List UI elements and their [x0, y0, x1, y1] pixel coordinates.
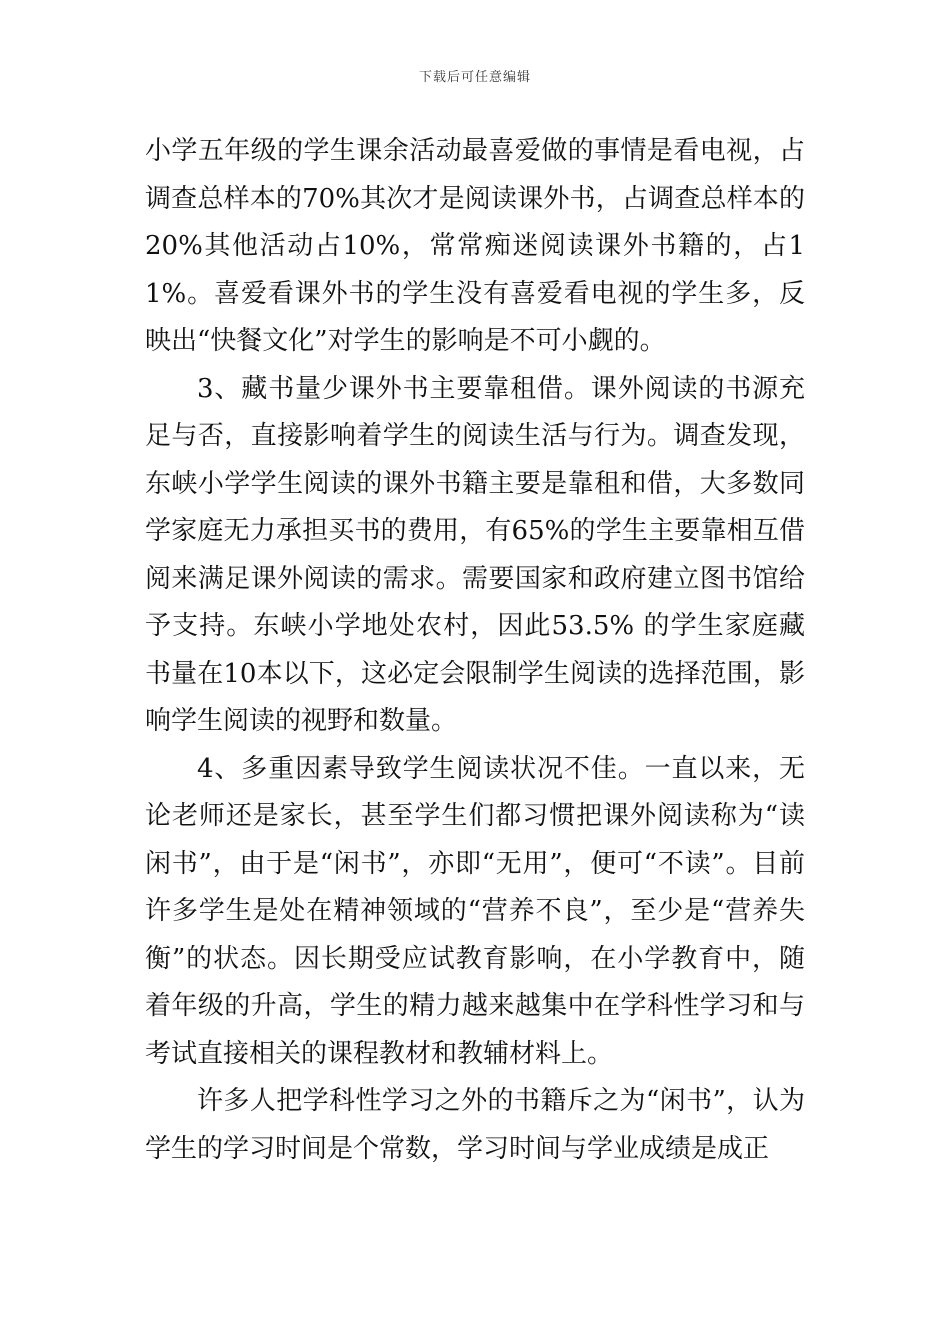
paragraph-4: 许多人把学科性学习之外的书籍斥之为“闲书”，认为学生的学习时间是个常数，学习时间与学业成绩是成正: [145, 1086, 805, 1164]
header-note: 下载后可任意编辑: [418, 70, 531, 85]
paragraph-3: 4、多重因素导致学生阅读状况不佳。一直以来，无论老师还是家长，甚至学生们都习惯把课外阅读称为“读闲书”，由于是“闲书”，亦即“无用”，便可“不读”。目前许多学生是处在精神领域的“营养不良”，至少是“营养失衡”的状态。因长期受应试教育影响，在小学教育中，随着年级的升高，学生的精力越来越集中在学科性学习和与考试直接相关的课程教材和教辅材料上。: [145, 753, 805, 1069]
body-text: [145, 128, 805, 1173]
paragraph-1: 小学五年级的学生课余活动最喜爱做的事情是看电视，占调查总样本的70%其次才是阅读课外书，占调查总样本的20%其他活动占10%，常常痴迷阅读课外书籍的，占11%。喜爱看课外书的学生没有喜爱看电视的学生多，反映出“快餐文化”对学生的影响是不可小觑的。: [145, 136, 805, 356]
paragraph-2: 3、藏书量少课外书主要靠租借。课外阅读的书源充足与否，直接影响着学生的阅读生活与行为。调查发现，东峡小学学生阅读的课外书籍主要是靠租和借，大多数同学家庭无力承担买书的费用，有65%的学生主要靠相互借阅来满足课外阅读的需求。需要国家和政府建立图书馆给予支持。东峡小学地处农村，因此53.5% 的学生家庭藏书量在10本以下，这必定会限制学生阅读的选择范围，影响学生阅读的视野和数量。: [145, 373, 805, 736]
